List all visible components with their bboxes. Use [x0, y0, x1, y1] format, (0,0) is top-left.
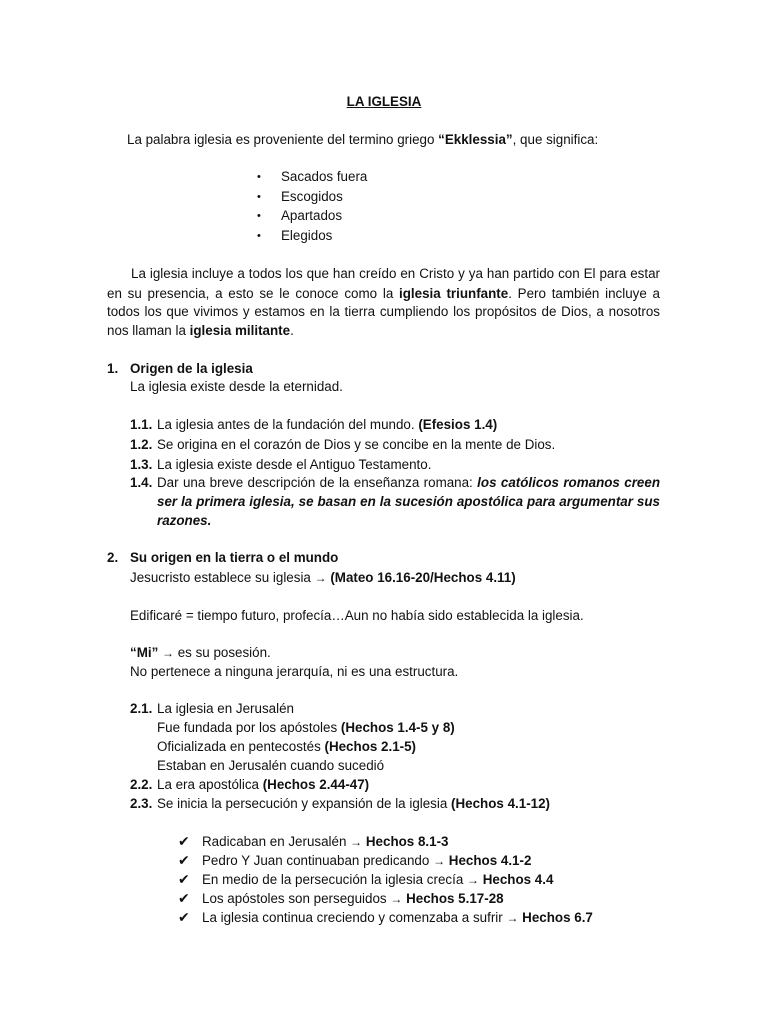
bullet-icon: •: [257, 230, 261, 242]
term-iglesia-triunfante: iglesia triunfante: [399, 286, 509, 301]
check-icon: ✔: [178, 852, 190, 868]
paragraph-text: en su presencia, a esto se le conoce como la: [107, 286, 400, 301]
item-text: [157, 776, 369, 794]
intro-text-2: , que significa:: [512, 132, 599, 147]
section-number: 2.: [107, 550, 119, 565]
checklist-text: Pedro Y Juan continuaban predicando: [202, 853, 434, 868]
check-icon: ✔: [178, 890, 190, 906]
bullet-icon: •: [257, 210, 261, 222]
subline-text: Oficializada en pentecostés: [157, 739, 325, 754]
item-number: 2.2.: [130, 777, 153, 792]
checklist-text: Radicaban en Jerusalén: [202, 834, 351, 849]
page-title: LA IGLESIA: [346, 94, 422, 109]
list-item: Apartados: [281, 208, 343, 223]
bible-reference: (Hechos 2.1-5): [324, 739, 417, 754]
no-pertenece-text: No pertenece a ninguna jerarquía, ni es una estructura.: [130, 664, 459, 679]
paragraph-text: nos llaman la: [107, 323, 190, 338]
item-number: 2.3.: [130, 796, 153, 811]
paragraph-line: La iglesia incluye a todos los que han creído en Cristo y ya han partido con El para estar: [131, 266, 660, 281]
item-number: 1.4.: [130, 475, 153, 490]
item-text-body: Se inicia la persecución y expansión de la iglesia: [157, 796, 452, 811]
arrow-icon: →: [350, 835, 363, 849]
checklist-item: [202, 871, 553, 889]
checklist-item: [202, 852, 531, 870]
section-heading: Su origen en la tierra o el mundo: [130, 550, 339, 565]
bible-reference: (Efesios 1.4): [418, 417, 498, 432]
emphasis-text: ser la primera iglesia, se basan en la sucesión apostólica para argumentar sus: [157, 494, 660, 509]
paragraph-line: todos los que vivimos y estamos en la tierra cumpliendo los propósitos de Dios, a nosotros: [107, 304, 660, 319]
bullet-icon: •: [257, 191, 261, 203]
list-item: Elegidos: [281, 228, 333, 243]
arrow-icon: →: [466, 873, 479, 887]
checklist-item: [202, 890, 504, 908]
mi-text: es su posesión.: [174, 645, 271, 660]
paragraph-line: [107, 285, 660, 303]
mi-word: “Mi”: [130, 645, 159, 660]
bible-reference: Hechos 8.1-3: [365, 834, 449, 849]
item-number: 1.1.: [130, 417, 153, 432]
checklist-text: La iglesia continua creciendo y comenzaba a sufrir: [202, 910, 507, 925]
item-number: 1.3.: [130, 457, 153, 472]
item-number: 1.2.: [130, 437, 153, 452]
intro-term: “Ekklessia”: [438, 132, 513, 147]
paragraph-text: .: [290, 323, 294, 338]
edificare-text: Edificaré = tiempo futuro, profecía…Aun no había sido establecida la iglesia.: [130, 608, 584, 623]
list-item: Sacados fuera: [281, 169, 368, 184]
emphasis-text: los católicos romanos creen: [477, 475, 660, 490]
arrow-icon: →: [506, 911, 519, 925]
emphasis-text: razones.: [157, 513, 212, 528]
section-number: 1.: [107, 361, 119, 376]
paragraph-text: . Pero también incluye a: [508, 286, 660, 301]
section-text: La iglesia existe desde la eternidad.: [130, 379, 343, 394]
item-text: [157, 474, 660, 492]
arrow-icon: →: [162, 646, 174, 660]
item-text: La iglesia en Jerusalén: [157, 701, 294, 716]
bible-reference: Hechos 4.4: [482, 872, 554, 887]
section-text-body: Jesucristo establece su iglesia: [130, 570, 315, 585]
intro-text-1: La palabra iglesia es proveniente del termino griego: [127, 132, 439, 147]
arrow-icon: →: [433, 854, 446, 868]
bible-reference: (Hechos 4.1-12): [451, 796, 551, 811]
arrow-icon: →: [314, 571, 327, 585]
check-icon: ✔: [178, 833, 190, 849]
bible-reference: Hechos 4.1-2: [448, 853, 532, 868]
item-subline: Estaban en Jerusalén cuando sucedió: [157, 758, 385, 773]
item-text: La iglesia existe desde el Antiguo Testamento.: [157, 457, 432, 472]
intro-line: [127, 131, 598, 149]
checklist-item: [202, 909, 593, 927]
item-subline: [157, 738, 416, 756]
bible-reference: (Hechos 1.4-5 y 8): [340, 720, 455, 735]
item-text-body: La iglesia antes de la fundación del mundo.: [157, 417, 419, 432]
term-iglesia-militante: iglesia militante: [189, 323, 291, 338]
item-text-body: Dar una breve descripción de la enseñanza romana:: [157, 475, 478, 490]
bible-reference: Hechos 5.17-28: [406, 891, 504, 906]
checklist-item: [202, 833, 449, 851]
paragraph-line: [107, 322, 294, 340]
item-text-body: La era apostólica: [157, 777, 263, 792]
bible-reference: Hechos 6.7: [522, 910, 593, 925]
item-text: [157, 416, 497, 434]
bible-reference: (Mateo 16.16-20/Hechos 4.11): [330, 570, 516, 585]
section-heading: Origen de la iglesia: [130, 361, 253, 376]
arrow-icon: →: [390, 892, 403, 906]
subline-text: Fue fundada por los apóstoles: [157, 720, 341, 735]
item-text: Se origina en el corazón de Dios y se concibe en la mente de Dios.: [157, 437, 556, 452]
checklist-text: En medio de la persecución la iglesia crecía: [202, 872, 467, 887]
bible-reference: (Hechos 2.44-47): [262, 777, 370, 792]
item-number: 2.1.: [130, 701, 153, 716]
checklist-text: Los apóstoles son perseguidos: [202, 891, 391, 906]
bullet-icon: •: [257, 171, 261, 183]
item-subline: [157, 719, 455, 737]
mi-line: [130, 644, 271, 662]
check-icon: ✔: [178, 909, 190, 925]
list-item: Escogidos: [281, 189, 343, 204]
check-icon: ✔: [178, 871, 190, 887]
item-text: [157, 795, 550, 813]
section-text: [130, 569, 516, 587]
